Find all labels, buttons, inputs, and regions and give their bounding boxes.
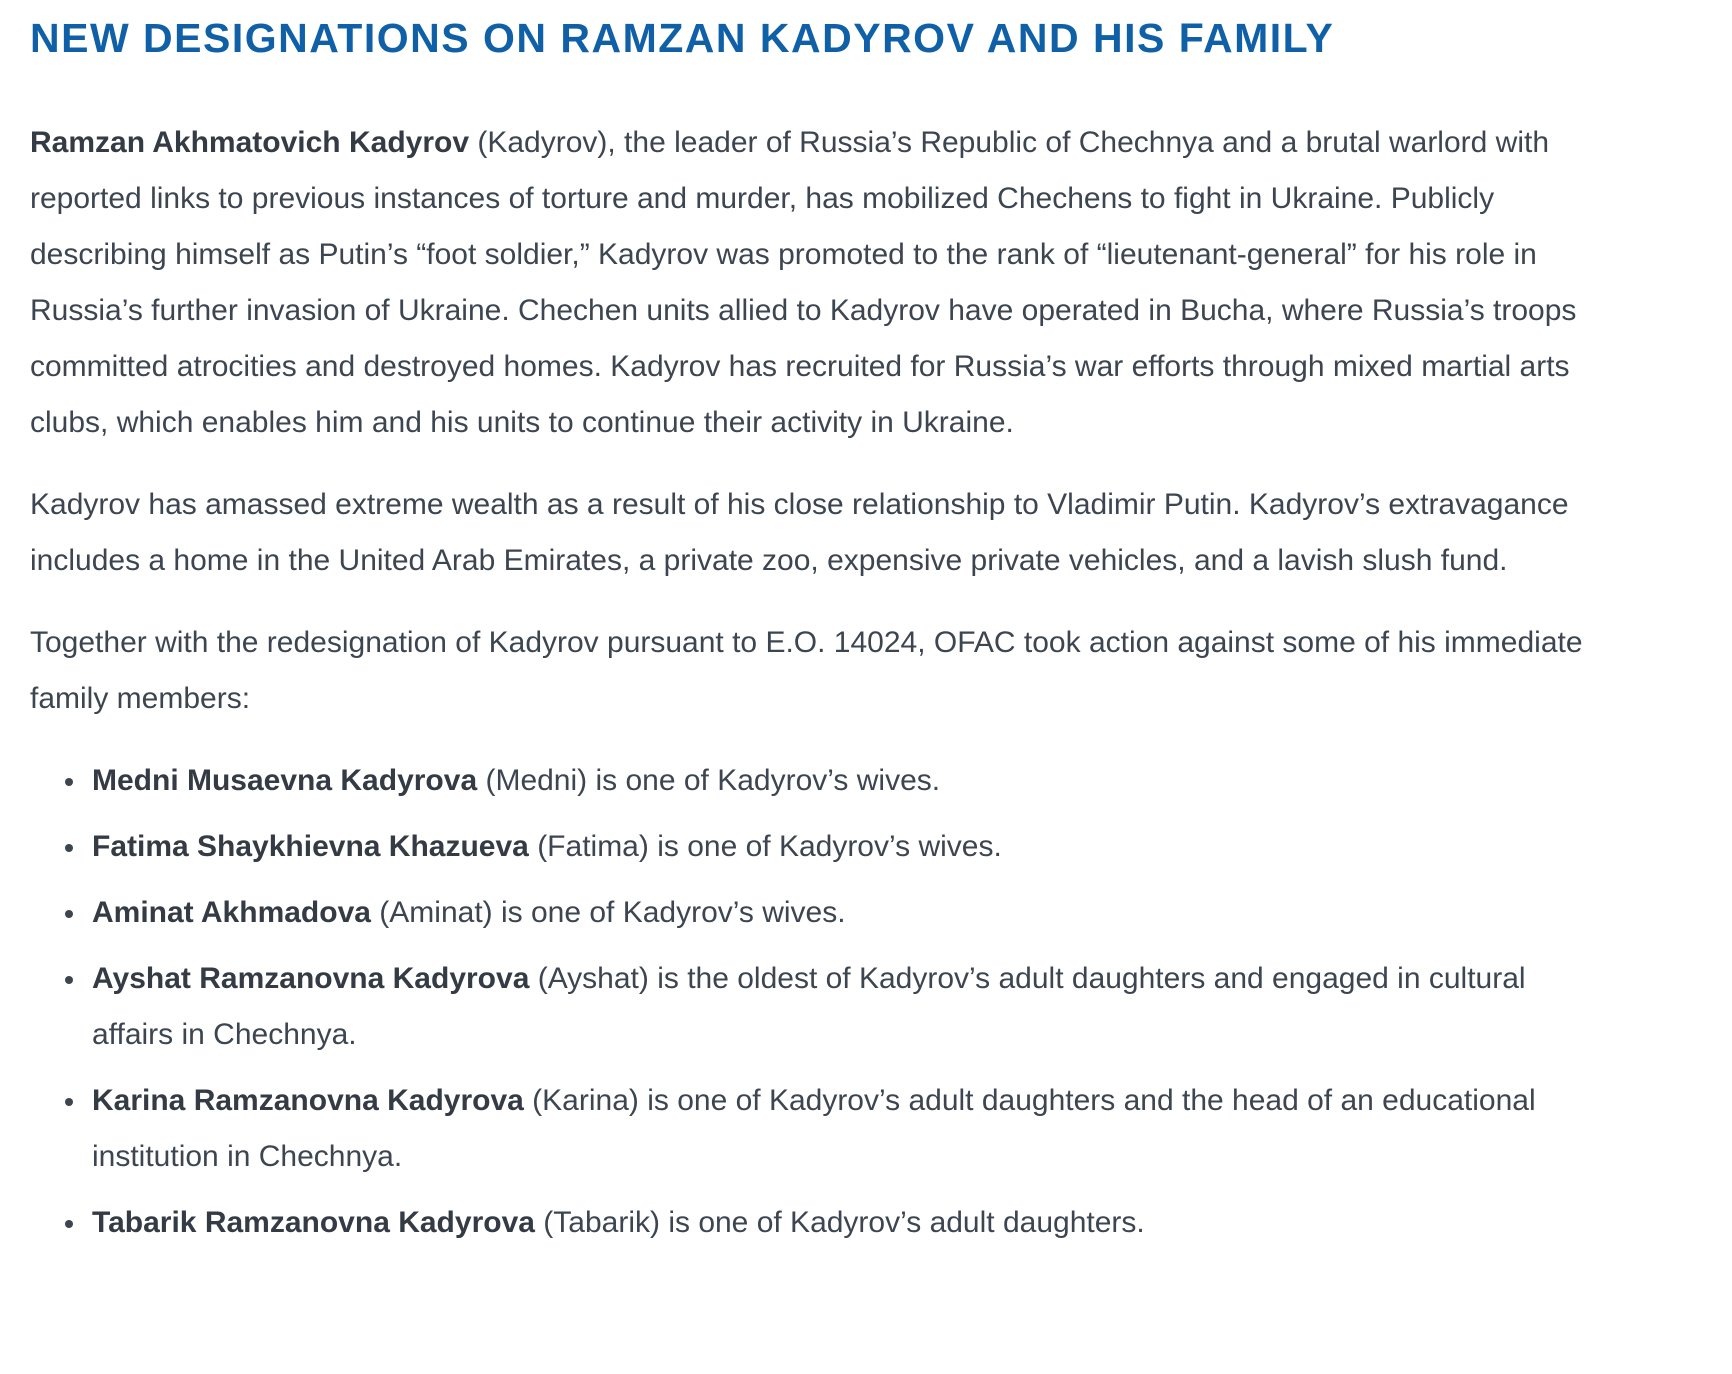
list-item-ayshat bbox=[88, 951, 1610, 1063]
list-item-fatima bbox=[88, 819, 1610, 875]
person-name-tabarik: Tabarik Ramzanovna Kadyrova bbox=[92, 1206, 535, 1240]
person-description-fatima: (Fatima) is one of Kadyrov’s wives. bbox=[528, 830, 1002, 864]
person-name-medni: Medni Musaevna Kadyrova bbox=[92, 764, 478, 798]
paragraph-kadyrov-wealth: Kadyrov has amassed extreme wealth as a result of his close relationship to Vladimir Putin. Kadyrov’s extravagance includes a home in the United Arab Emirates, a private zoo, expensive private vehicles, and a lavish slush fund. bbox=[30, 488, 1569, 578]
section-heading: NEW DESIGNATIONS ON RAMZAN KADYROV AND HIS FAMILY bbox=[30, 15, 1335, 61]
person-name-ramzan-kadyrov: Ramzan Akhmatovich Kadyrov bbox=[30, 126, 470, 160]
person-description-aminat: (Aminat) is one of Kadyrov’s wives. bbox=[370, 896, 846, 930]
person-description-karina: (Karina) is one of Kadyrov’s adult daughters and the head of an educational institution in Chechnya. bbox=[92, 1084, 1536, 1174]
paragraph-family-intro: Together with the redesignation of Kadyrov pursuant to E.O. 14024, OFAC took action against some of his immediate family members: bbox=[30, 626, 1583, 716]
family-members-list bbox=[30, 753, 1610, 1251]
person-name-karina: Karina Ramzanovna Kadyrova bbox=[92, 1084, 524, 1118]
paragraph-kadyrov-overview bbox=[30, 115, 1610, 451]
person-name-fatima: Fatima Shaykhievna Khazueva bbox=[92, 830, 529, 864]
person-description-medni: (Medni) is one of Kadyrov’s wives. bbox=[477, 764, 941, 798]
person-name-ayshat: Ayshat Ramzanovna Kadyrova bbox=[92, 962, 530, 996]
paragraph-kadyrov-overview-text: (Kadyrov), the leader of Russia’s Republic of Chechnya and a brutal warlord with reported links to previous instances of torture and murder, has mobilized Chechens to fight in Ukraine. Publicly describing himself as Putin’s “foot soldier,” Kadyrov was promoted to the rank of “lieutenant-general” for his role in Russia’s further invasion of Ukraine. Chechen units allied to Kadyrov have operated in Bucha, where Russia’s troops committed atrocities and destroyed homes. Kadyrov has recruited for Russia’s war efforts through mixed martial arts clubs, which enables him and his units to continue their activity in Ukraine. bbox=[30, 126, 1577, 440]
person-description-ayshat: (Ayshat) is the oldest of Kadyrov’s adult daughters and engaged in cultural affairs in Chechnya. bbox=[92, 962, 1526, 1052]
person-name-aminat: Aminat Akhmadova bbox=[92, 896, 371, 930]
list-item-tabarik bbox=[88, 1195, 1610, 1251]
list-item-medni bbox=[88, 753, 1610, 809]
list-item-karina bbox=[88, 1073, 1610, 1185]
person-description-tabarik: (Tabarik) is one of Kadyrov’s adult daughters. bbox=[534, 1206, 1145, 1240]
list-item-aminat bbox=[88, 885, 1610, 941]
